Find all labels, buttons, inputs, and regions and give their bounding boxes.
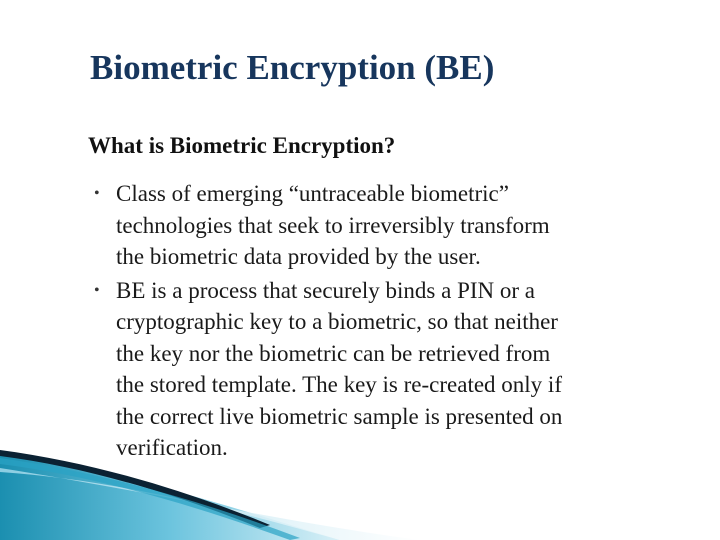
bullet-line: technologies that seek to irreversibly transform — [116, 212, 550, 238]
bullet-item — [92, 275, 632, 464]
bullet-list — [92, 178, 632, 466]
bullet-line: verification. — [116, 435, 228, 460]
bullet-line: the stored template. The key is re-created only if — [116, 372, 562, 397]
bullet-line: the biometric data provided by the user. — [116, 244, 481, 269]
slide-subtitle: What is Biometric Encryption? — [88, 133, 396, 158]
bullet-line: the key nor the biometric can be retrieved from — [116, 340, 551, 366]
bullet-line: cryptographic key to a biometric, so that neither — [116, 309, 558, 334]
bullet-dot-icon: • — [94, 185, 100, 202]
bullet-line: the correct live biometric sample is presented on — [116, 403, 563, 429]
corner-swoosh-decoration — [0, 440, 720, 540]
bullet-line: BE is a process that securely binds a PIN or a — [116, 277, 536, 303]
bullet-line: Class of emerging “untraceable biometric” — [116, 181, 509, 206]
bullet-item — [92, 178, 632, 273]
slide-title: Biometric Encryption (BE) — [90, 48, 495, 87]
bullet-dot-icon: • — [94, 281, 100, 299]
